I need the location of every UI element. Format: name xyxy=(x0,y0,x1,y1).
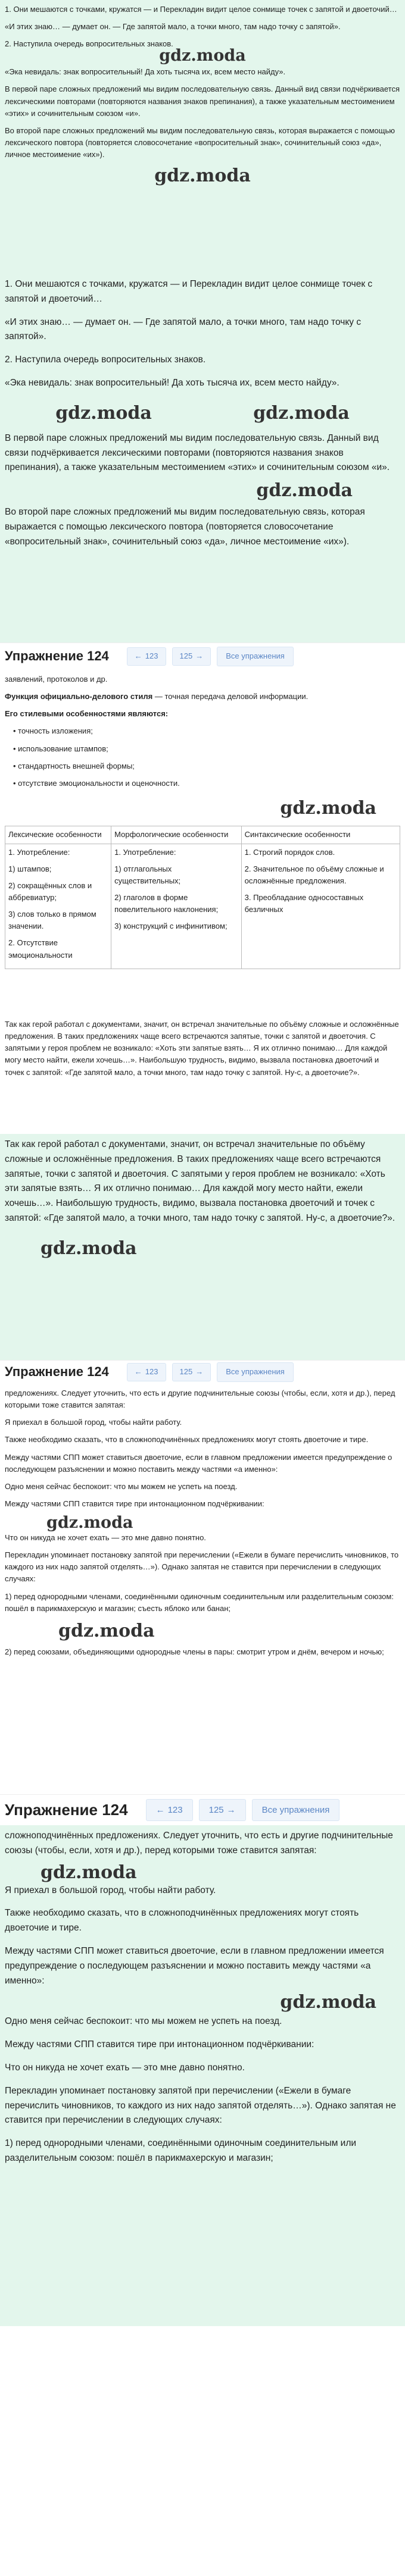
paragraph: Во второй паре сложных предложений мы видим последовательную связь, которая выражается с помощью лексического повтора (повторяется словосочетание «вопросительный знак», сочинительный союз «да», личное местоимение «их»). xyxy=(5,507,365,547)
definition xyxy=(5,691,400,703)
watermark-row xyxy=(5,795,400,823)
watermark: gdz.moda xyxy=(46,1513,133,1533)
all-exercises-button[interactable]: Все упражнения xyxy=(217,1362,294,1381)
watermark: gdz.moda xyxy=(154,165,251,187)
next-exercise-button[interactable] xyxy=(199,1799,246,1821)
watermark: gdz.moda xyxy=(55,402,152,424)
features-table xyxy=(5,826,400,969)
cell-line: 3. Преобладание односоставных безличных xyxy=(244,893,364,914)
watermark: gdz.moda xyxy=(58,1620,155,1641)
paragraph: Перекладин упоминает постановку запятой при перечислении («Ежели в бумаге перечислить чиновников, то каждого из них надо запятой отделять…»). Однако запятая не ставится при перечислении в следующих случаях: xyxy=(5,2085,396,2126)
paragraph: «Эка невидаль: знак вопросительный! Да хоть тысяча их, всем место найду». xyxy=(5,377,339,388)
paragraph: 2. Наступила очередь вопросительных знаков. xyxy=(5,355,206,365)
paragraph: 1) перед однородными членами, соединёнными одиночным соединительным или разделительным союзом: пошёл в парикмахерскую и магазин; xyxy=(5,2138,357,2163)
paragraph: предложениях. Следует уточнить, что есть и другие подчинительные союзы (чтобы, если, хотя и др.), перед которыми тоже ставится запятая: xyxy=(5,1389,395,1410)
arrow-right-icon: → xyxy=(195,651,204,661)
cell-line: 1) штампов; xyxy=(8,864,52,873)
cell-line: 1. Строгий порядок слов. xyxy=(244,847,335,857)
answer-section-7 xyxy=(0,1825,405,2326)
prev-exercise-label: 123 xyxy=(145,1367,158,1377)
table-header-row xyxy=(5,826,400,844)
paragraph: Что он никуда не хочет ехать — это мне давно понятно. xyxy=(5,2062,245,2073)
features-list xyxy=(5,725,400,789)
paragraph: «И этих знаю… — думает он. — Где запятой мало, а точки много, там надо точку с запятой». xyxy=(5,316,362,342)
next-exercise-label: 125 xyxy=(208,1804,224,1815)
definition-term: Функция официально-делового стиля xyxy=(5,692,153,701)
exercise-nav xyxy=(127,647,211,665)
cell-line: 1. Употребление: xyxy=(114,847,176,857)
paragraph: заявлений, протоколов и др. xyxy=(5,675,108,684)
exercise-header xyxy=(0,643,405,670)
table-cell xyxy=(111,844,241,969)
all-exercises-button[interactable]: Все упражнения xyxy=(252,1799,340,1821)
list-item: • использование штампов; xyxy=(13,744,108,753)
list-item: • точность изложения; xyxy=(13,726,93,736)
watermark: gdz.moda xyxy=(159,46,246,65)
list-item: • стандартность внешней формы; xyxy=(13,761,135,770)
watermark: gdz.moda xyxy=(256,480,353,502)
watermark-row xyxy=(5,399,400,428)
answer-section-1 xyxy=(0,0,405,274)
exercise-header xyxy=(0,1360,405,1384)
watermark: gdz.moda xyxy=(280,1992,376,2013)
next-exercise-button[interactable] xyxy=(172,1363,211,1381)
arrow-right-icon: → xyxy=(195,1367,204,1377)
answer-section-2 xyxy=(0,274,405,643)
prev-exercise-label: 123 xyxy=(167,1804,183,1815)
all-exercises-button[interactable]: Все упражнения xyxy=(217,647,294,666)
paragraph: Одно меня сейчас беспокоит: что мы можем не успеть на поезд. xyxy=(5,1481,238,1491)
paragraph: Между частями СПП может ставиться двоеточие, если в главном предложении имеется предупреждение о последующем разъяснении и можно поставить между частями «а именно»: xyxy=(5,1452,392,1474)
arrow-left-icon: ← xyxy=(134,651,142,661)
cell-line: 2) сокращённых слов и аббревиатур; xyxy=(8,880,92,902)
paragraph: Я приехал в большой город, чтобы найти работу. xyxy=(5,1418,182,1427)
arrow-left-icon: ← xyxy=(134,1367,142,1377)
exercise-header xyxy=(0,1794,405,1825)
paragraph: 2. Наступила очередь вопросительных знаков. xyxy=(5,39,173,49)
answer-section-5 xyxy=(0,1134,405,1360)
answer-section-4 xyxy=(0,1015,405,1134)
paragraph: Между частями СПП ставится тире при интонационном подчёркивании: xyxy=(5,2039,314,2050)
paragraph: Что он никуда не хочет ехать — это мне давно понятно. xyxy=(5,1533,206,1542)
watermark: gdz.moda xyxy=(40,1862,137,1883)
cell-line: 3) слов только в прямом значении. xyxy=(8,910,96,931)
paragraph: Так как герой работал с документами, значит, он встречал значительные по объёму сложные и осложнённые предложения. В таких предложениях чаще всего встречаются запятые, точки с запятой и двоеточия. С запятыми у героя проблем не возникало: «Хоть эти запятые взять… Я их отлично понимаю… Для каждой могу место найти, ежели хочешь…». Наибольшую трудность, видимо, вызвала постановка двоеточий и точек с запятой: «Где запятой мало, а точки много, там надо точку с запятой. Ну-с, а двоеточие?». xyxy=(5,1139,395,1223)
watermark: gdz.moda xyxy=(253,402,350,424)
table-cell xyxy=(5,844,111,969)
paragraph: 1. Они мешаются с точками, кружатся — и Перекладин видит целое сонмище точек с запятой и двоеточий… xyxy=(5,279,373,304)
cell-line: 1. Употребление: xyxy=(8,847,70,857)
paragraph: Во второй паре сложных предложений мы видим последовательную связь, которая выражается с помощью лексического повтора (повторяется словосочетание «вопросительный знак», сочинительный союз «да», личное местоимение «их»). xyxy=(5,126,395,159)
prev-exercise-button[interactable] xyxy=(146,1799,193,1821)
cell-line: 2) глаголов в форме повелительного наклонения; xyxy=(114,893,219,914)
paragraph: 1. Они мешаются с точками, кружатся — и Перекладин видит целое сонмище точек с запятой и двоеточий… xyxy=(5,5,397,14)
exercise-nav xyxy=(146,1799,246,1821)
arrow-left-icon: ← xyxy=(155,1804,165,1815)
paragraph: Между частями СПП может ставиться двоеточие, если в главном предложении имеется предупреждение о последующем разъяснении и можно поставить между частями «а именно»: xyxy=(5,1945,384,1986)
exercise-title: Упражнение 124 xyxy=(5,1364,109,1380)
cell-line: 2. Отсутствие эмоциональности xyxy=(8,938,73,960)
next-exercise-button[interactable] xyxy=(172,647,211,665)
table-row xyxy=(5,844,400,969)
exercise-title: Упражнение 124 xyxy=(5,1801,128,1819)
features-title: Его стилевыми особенностями являются: xyxy=(5,709,169,719)
watermark: gdz.moda xyxy=(280,797,376,819)
exercise-nav xyxy=(127,1363,211,1381)
table-header: Синтаксические особенности xyxy=(241,826,400,844)
table-header: Лексические особенности xyxy=(5,826,111,844)
paragraph: Я приехал в большой город, чтобы найти работу. xyxy=(5,1885,216,1895)
next-exercise-label: 125 xyxy=(179,651,193,661)
answer-section-6 xyxy=(0,1384,405,1794)
prev-exercise-label: 123 xyxy=(145,651,158,661)
prev-exercise-button[interactable] xyxy=(127,647,166,665)
paragraph: В первой паре сложных предложений мы видим последовательную связь. Данный вид связи подчёркивается лексическими повторами (повторяются названия знаков препинания), а также указательным местоимением «этих» и сочинительным союзом «и». xyxy=(5,433,390,473)
paragraph: В первой паре сложных предложений мы видим последовательную связь. Данный вид связи подчёркивается лексическими повторами (повторяются названия знаков препинания), а также указательным местоимением «этих» и сочинительным союзом «и». xyxy=(5,84,400,118)
cell-line: 3) конструкций с инфинитивом; xyxy=(114,922,228,931)
watermark: gdz.moda xyxy=(40,1237,137,1259)
answer-section-3 xyxy=(0,670,405,1015)
list-item: • отсутствие эмоциональности и оценочности. xyxy=(13,778,180,788)
definition-text: — точная передача деловой информации. xyxy=(152,692,309,701)
paragraph: 2) перед союзами, объединяющими однородные члены в пары: смотрит утром и днём, вечером и ночью; xyxy=(5,1647,384,1657)
cell-line: 1) отглагольных существительных; xyxy=(114,864,181,885)
cell-line: 2. Значительное по объёму сложные и осложнённые предложения. xyxy=(244,864,384,885)
paragraph: Одно меня сейчас беспокоит: что мы можем не успеть на поезд. xyxy=(5,2016,282,2027)
next-exercise-label: 125 xyxy=(179,1367,193,1377)
paragraph: Также необходимо сказать, что в сложноподчинённых предложениях могут стоять двоеточие и тире. xyxy=(5,1908,359,1933)
paragraph: Между частями СПП ставится тире при интонационном подчёркивании: xyxy=(5,1499,264,1508)
prev-exercise-button[interactable] xyxy=(127,1363,166,1381)
paragraph: Так как герой работал с документами, значит, он встречал значительные по объёму сложные и осложнённые предложения. В таких предложениях чаще всего встречаются запятые, точки с запятой и двоеточия. С запятыми у героя проблем не возникало: «Хоть эти запятые взять… Я их отлично понимаю… Для каждой могу место найти, ежели хочешь…». Наибольшую трудность, видимо, вызвала постановка двоеточий и точек с запятой: «Где запятой мало, а точки много, там надо точку с запятой. Ну-с, а двоеточие?». xyxy=(5,1020,399,1077)
paragraph: «И этих знаю… — думает он. — Где запятой мало, а точки много, там надо точку с запятой». xyxy=(5,22,341,32)
paragraph: 1) перед однородными членами, соединёнными одиночным соединительным или разделительным союзом: пошёл в парикмахерскую и магазин; съесть яблоко или банан; xyxy=(5,1591,394,1613)
paragraph: Перекладин упоминает постановку запятой при перечислении («Ежели в бумаге перечислить чиновников, то каждого из них надо запятой отделять…»). Однако запятая не ставится при перечислении в следующих случаях: xyxy=(5,1550,399,1584)
table-header: Морфологические особенности xyxy=(111,826,241,844)
paragraph: сложноподчинённых предложениях. Следует уточнить, что есть и другие подчинительные союзы (чтобы, если, хотя и др.), перед которыми тоже ставится запятая: xyxy=(5,1831,393,1856)
arrow-right-icon: → xyxy=(226,1804,236,1815)
paragraph: Также необходимо сказать, что в сложноподчинённых предложениях могут стоять двоеточие и тире. xyxy=(5,1435,369,1444)
table-cell xyxy=(241,844,400,969)
paragraph: «Эка невидаль: знак вопросительный! Да хоть тысяча их, всем место найду». xyxy=(5,67,286,77)
exercise-title: Упражнение 124 xyxy=(5,648,109,664)
